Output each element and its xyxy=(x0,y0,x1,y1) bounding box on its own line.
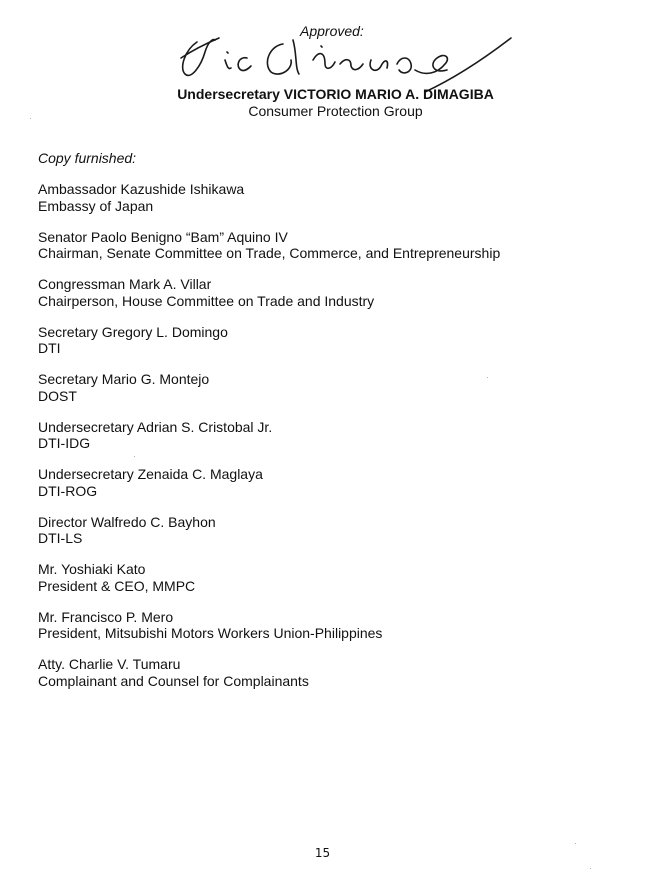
recipient-title: DTI-IDG xyxy=(38,435,91,451)
recipient-entry xyxy=(38,656,618,704)
scan-speck xyxy=(590,868,591,869)
recipient-title: Chairperson, House Committee on Trade and Industry xyxy=(38,292,375,309)
scan-speck xyxy=(134,456,135,457)
page-number: 15 xyxy=(314,846,331,860)
recipient-name: Mr. Francisco P. Mero xyxy=(38,608,174,625)
signatory-name: Undersecretary VICTORIO MARIO A. DIMAGIBA xyxy=(177,86,494,102)
recipient-title: Embassy of Japan xyxy=(38,197,154,214)
recipient-title: Chairman, Senate Committee on Trade, Commerce, and Entrepreneurship xyxy=(38,245,501,261)
recipient-name: Undersecretary Zenaida C. Maglaya xyxy=(38,466,263,482)
scan-speck xyxy=(575,843,576,844)
recipient-entry xyxy=(38,514,618,562)
recipient-entry xyxy=(38,609,618,657)
recipient-entry xyxy=(38,466,618,514)
recipient-entry xyxy=(38,371,618,419)
scan-speck xyxy=(487,377,488,378)
signatory-organization: Consumer Protection Group xyxy=(248,103,423,119)
recipient-entry xyxy=(38,181,618,229)
recipient-title: DTI xyxy=(38,340,61,356)
recipient-name: Secretary Mario G. Montejo xyxy=(38,371,210,387)
recipient-name: Ambassador Kazushide Ishikawa xyxy=(38,181,245,197)
recipient-entry xyxy=(38,561,618,609)
recipient-title: DTI-LS xyxy=(38,530,83,546)
recipient-entry xyxy=(38,419,618,467)
recipient-name: Director Walfredo C. Bayhon xyxy=(38,513,216,530)
recipient-name: Secretary Gregory L. Domingo xyxy=(38,323,228,340)
recipient-list xyxy=(38,181,618,704)
recipient-title: President, Mitsubishi Motors Workers Union-Philippines xyxy=(38,625,383,641)
recipient-name: Mr. Yoshiaki Kato xyxy=(38,561,146,577)
recipient-entry xyxy=(38,324,618,372)
approved-label: Approved: xyxy=(300,23,364,39)
recipient-title: President & CEO, MMPC xyxy=(38,577,196,594)
copy-furnished-heading: Copy furnished: xyxy=(38,150,137,166)
recipient-entry xyxy=(38,276,618,324)
recipient-title: DTI-ROG xyxy=(38,482,98,499)
recipient-title: DOST xyxy=(38,387,77,404)
recipient-name: Undersecretary Adrian S. Cristobal Jr. xyxy=(38,418,273,435)
recipient-name: Senator Paolo Benigno “Bam” Aquino IV xyxy=(38,228,288,245)
recipient-entry xyxy=(38,229,618,277)
recipient-name: Congressman Mark A. Villar xyxy=(38,276,212,292)
recipient-title: Complainant and Counsel for Complainants xyxy=(38,672,309,689)
recipient-name: Atty. Charlie V. Tumaru xyxy=(38,656,181,672)
scan-speck xyxy=(30,118,31,119)
